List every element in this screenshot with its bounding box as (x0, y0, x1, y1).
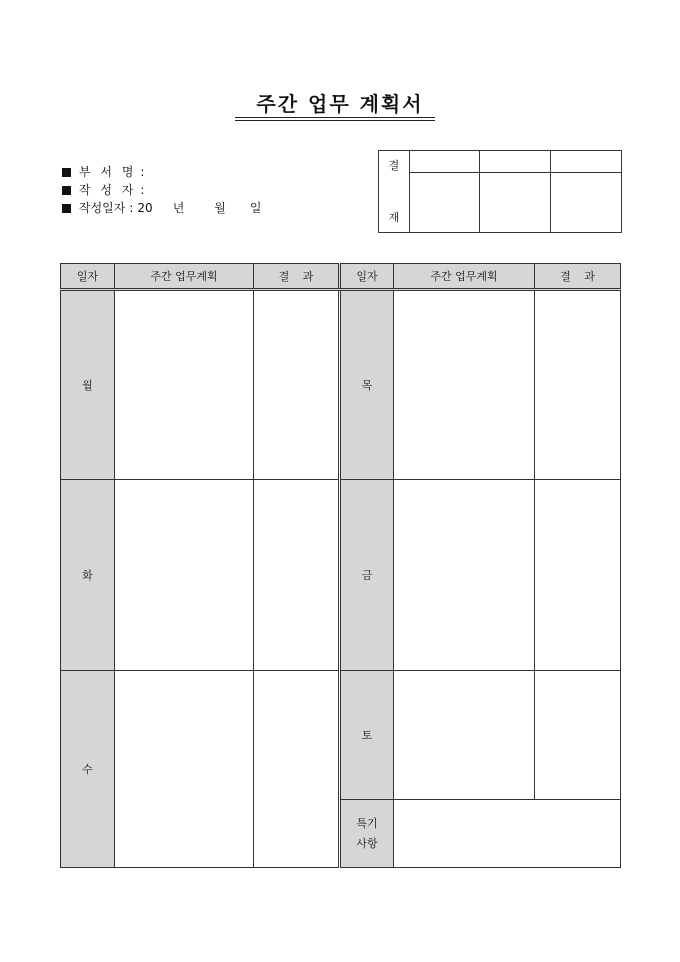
day-monday: 월 (61, 290, 115, 480)
result-friday[interactable] (535, 480, 621, 671)
square-bullet-icon (62, 186, 71, 195)
year-unit: 년 (172, 201, 185, 215)
day-saturday: 토 (340, 671, 394, 800)
result-saturday[interactable] (535, 671, 621, 800)
approver-title-2[interactable] (480, 151, 550, 173)
document-title: 주간 업무 계획서 (256, 92, 424, 116)
header-plan-left: 주간 업무계획 (115, 264, 254, 290)
day-friday: 금 (340, 480, 394, 671)
header-result-right: 결 과 (535, 264, 621, 290)
title-underline-bottom (235, 120, 435, 121)
result-thursday[interactable] (535, 290, 621, 480)
result-tuesday[interactable] (254, 480, 340, 671)
colon: : (140, 165, 145, 179)
table-row (61, 290, 621, 480)
title-underline-top (235, 117, 435, 118)
table-row (61, 671, 621, 800)
approval-label-top: 결 (388, 159, 400, 172)
table-row (61, 480, 621, 671)
plan-saturday[interactable] (394, 671, 535, 800)
colon: : (140, 183, 145, 197)
special-notes-field[interactable] (394, 800, 621, 868)
result-monday[interactable] (254, 290, 340, 480)
approval-label-cell (379, 151, 410, 233)
header-result-left: 결 과 (254, 264, 340, 290)
colon: : (129, 201, 134, 215)
author-label: 작 성 자 (79, 183, 137, 197)
plan-monday[interactable] (115, 290, 254, 480)
department-label: 부 서 명 (79, 165, 137, 179)
approver-title-3[interactable] (550, 151, 621, 173)
date-row (62, 199, 261, 217)
plan-tuesday[interactable] (115, 480, 254, 671)
approver-sign-3[interactable] (550, 173, 621, 233)
square-bullet-icon (62, 168, 71, 177)
approver-title-1[interactable] (409, 151, 479, 173)
approval-label-bottom: 재 (388, 211, 400, 224)
month-unit: 월 (214, 201, 226, 215)
approver-sign-2[interactable] (480, 173, 550, 233)
author-row (62, 181, 261, 199)
approver-sign-1[interactable] (409, 173, 479, 233)
result-wednesday[interactable] (254, 671, 340, 868)
day-wednesday: 수 (61, 671, 115, 868)
special-notes-label-line1: 특기 (356, 816, 378, 830)
plan-wednesday[interactable] (115, 671, 254, 868)
table-header-row (61, 264, 621, 290)
header-day-left: 일자 (61, 264, 115, 290)
plan-thursday[interactable] (394, 290, 535, 480)
weekly-plan-table (60, 263, 621, 868)
approval-box (378, 150, 622, 233)
day-unit: 일 (249, 201, 262, 215)
header-plan-right: 주간 업무계획 (394, 264, 535, 290)
special-notes-label-line2: 사항 (356, 836, 378, 850)
day-tuesday: 화 (61, 480, 115, 671)
date-label: 작성일자 (79, 201, 126, 215)
year-prefix: 20 (137, 201, 153, 215)
special-notes-label (340, 800, 394, 868)
day-thursday: 목 (340, 290, 394, 480)
document-info (62, 163, 261, 217)
plan-friday[interactable] (394, 480, 535, 671)
header-day-right: 일자 (340, 264, 394, 290)
department-row (62, 163, 261, 181)
square-bullet-icon (62, 204, 71, 213)
